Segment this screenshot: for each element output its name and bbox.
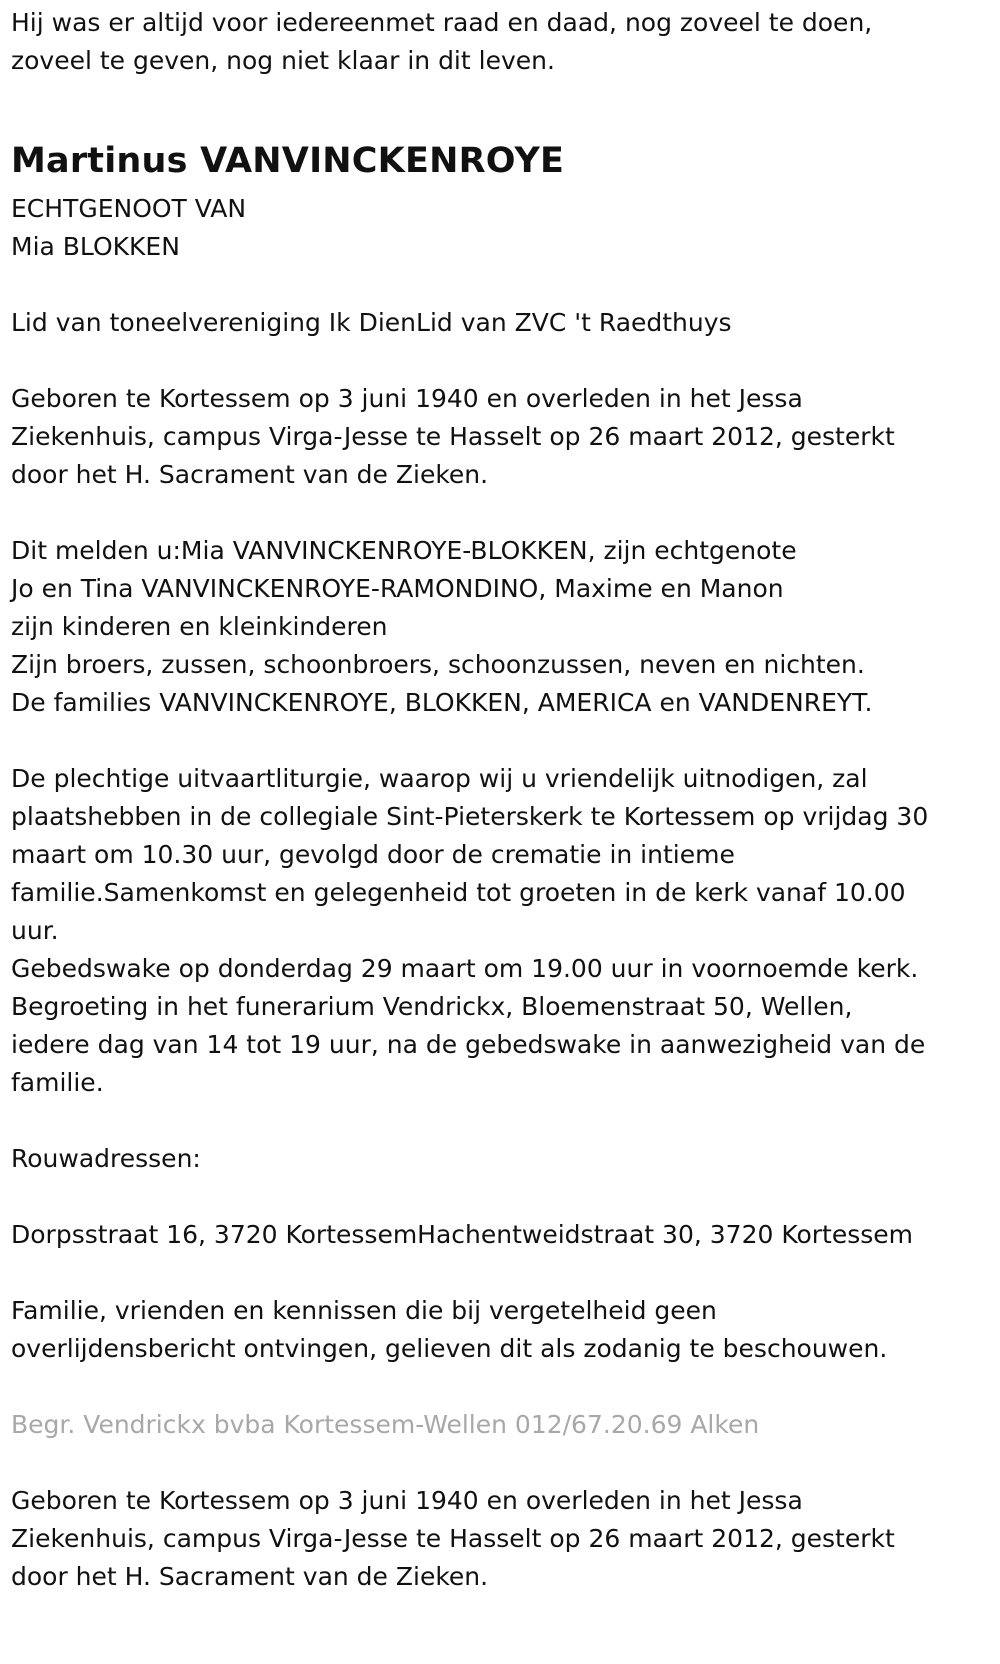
- closing-line: overlijdensbericht ontvingen, gelieven dit als zodanig te beschouwen.: [11, 1334, 888, 1363]
- announcer-line: Dit melden u:Mia VANVINCKENROYE-BLOKKEN, zijn echtgenote: [11, 536, 797, 565]
- birth-death-line: Ziekenhuis, campus Virga-Jesse te Hasselt op 26 maart 2012, gesterkt: [11, 422, 895, 451]
- intro-line: Hij was er altijd voor iedereenmet raad en daad, nog zoveel te doen,: [11, 8, 873, 37]
- ceremony-line: familie.: [11, 1068, 104, 1097]
- birth-death-line: Geboren te Kortessem op 3 juni 1940 en overleden in het Jessa: [11, 1486, 803, 1515]
- birth-death-line: door het H. Sacrament van de Zieken.: [11, 1562, 489, 1591]
- relation-label: ECHTGENOOT VAN: [11, 194, 247, 223]
- ceremony-line: plaatshebben in de collegiale Sint-Pieterskerk te Kortessem op vrijdag 30: [11, 802, 929, 831]
- birth-death-line: Geboren te Kortessem op 3 juni 1940 en overleden in het Jessa: [11, 384, 803, 413]
- ceremony-line: De plechtige uitvaartliturgie, waarop wij u vriendelijk uitnodigen, zal: [11, 764, 868, 793]
- birth-death-line: door het H. Sacrament van de Zieken.: [11, 460, 489, 489]
- intro-line: zoveel te geven, nog niet klaar in dit leven.: [11, 46, 555, 75]
- spouse-name: Mia BLOKKEN: [11, 232, 180, 261]
- ceremony-line: Begroeting in het funerarium Vendrickx, Bloemenstraat 50, Wellen,: [11, 992, 853, 1021]
- membership-text: Lid van toneelvereniging Ik DienLid van ZVC 't Raedthuys: [11, 308, 732, 337]
- funeral-home-credit: Begr. Vendrickx bvba Kortessem-Wellen 012/67.20.69 Alken: [11, 1410, 760, 1439]
- closing-block: [11, 1292, 988, 1368]
- ceremony-line: maart om 10.30 uur, gevolgd door de crematie in intieme: [11, 840, 735, 869]
- announcer-line: Jo en Tina VANVINCKENROYE-RAMONDINO, Maxime en Manon: [11, 574, 784, 603]
- ceremony-line: Gebedswake op donderdag 29 maart om 19.00 uur in voornoemde kerk.: [11, 954, 919, 983]
- addresses-label: Rouwadressen:: [11, 1144, 201, 1173]
- announcer-line: Zijn broers, zussen, schoonbroers, schoonzussen, neven en nichten.: [11, 650, 865, 679]
- ceremony-block: [11, 760, 988, 1102]
- addresses-text: Dorpsstraat 16, 3720 KortessemHachentweidstraat 30, 3720 Kortessem: [11, 1220, 914, 1249]
- ceremony-line: iedere dag van 14 tot 19 uur, na de gebedswake in aanwezigheid van de: [11, 1030, 926, 1059]
- deceased-name: Martinus VANVINCKENROYE: [11, 141, 565, 181]
- closing-line: Familie, vrienden en kennissen die bij vergetelheid geen: [11, 1296, 717, 1325]
- ceremony-line: familie.Samenkomst en gelegenheid tot groeten in de kerk vanaf 10.00: [11, 878, 906, 907]
- ceremony-line: uur.: [11, 916, 59, 945]
- birth-death-line: Ziekenhuis, campus Virga-Jesse te Hasselt op 26 maart 2012, gesterkt: [11, 1524, 895, 1553]
- birth-death-block: [11, 380, 988, 494]
- announcer-line: zijn kinderen en kleinkinderen: [11, 612, 388, 641]
- intro-text: [11, 0, 988, 80]
- birth-death-repeat-block: [11, 1482, 988, 1596]
- announcer-line: De families VANVINCKENROYE, BLOKKEN, AMERICA en VANDENREYT.: [11, 688, 873, 717]
- announcers-block: [11, 532, 988, 722]
